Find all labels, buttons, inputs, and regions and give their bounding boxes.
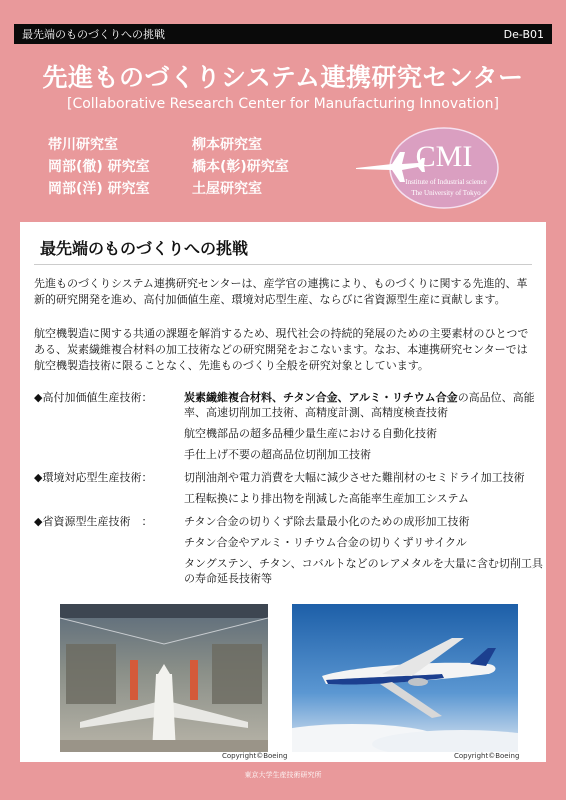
page-title: 先進ものづくりシステム連携研究センター — [42, 63, 524, 92]
section-divider — [34, 264, 532, 265]
footer-institution: 東京大学生産技術研究所 — [244, 771, 322, 779]
header-left-text: 最先端のものづくりへの挑戦 — [22, 28, 165, 41]
tech-item: チタン合金やアルミ・リチウム合金の切りくずリサイクル — [184, 536, 467, 549]
tech-item-bold: 炭素繊維複合材料、チタン合金、アルミ・リチウム合金 — [184, 391, 458, 404]
section-title: 最先端のものづくりへの挑戦 — [40, 239, 249, 258]
document-code: De-B01 — [503, 27, 544, 41]
lab-name: 帯川研究室 — [48, 137, 118, 153]
factory-photo — [60, 604, 268, 752]
logo-text: CMI — [415, 140, 473, 173]
tech-item: タングステン、チタン、コバルトなどのレアメタルを大量に含む切削工具の寿命延長技術等 — [184, 557, 543, 585]
lab-name: 土屋研究室 — [192, 181, 262, 197]
logo-line1: Institute of Industrial science — [405, 178, 487, 186]
tech-item: 切削油剤や電力消費を大幅に減少させた難削材のセミドライ加工技術 — [184, 471, 525, 484]
tech-item — [184, 390, 544, 420]
tech-category: ◆環境対応型生産技術： — [34, 471, 153, 484]
tech-item: チタン合金の切りくず除去量最小化のための成形加工技術 — [184, 515, 470, 528]
tech-item: 工程転換により排出物を削減した高能率生産加工システム — [184, 492, 469, 505]
detail-paragraph: 航空機製造に関する共通の課題を解消するため、現代社会の持続的発展のための主要素材のひとつである、炭素繊維複合材料の加工技術などの研究開発をおこないます。なお、本連携研究センターでは航空機製造技術に限ることなく、先進ものづくり全般を研究対象としています。 — [34, 327, 529, 372]
lab-name: 岡部(洋) 研究室 — [48, 181, 150, 197]
intro-paragraph: 先進ものづくりシステム連携研究センターは、産学官の連携により、ものづくりに関する先進的、革新的研究開発を進め、高付加価値生産、環境対応型生産、ならびに省資源型生産に貢献します。 — [34, 277, 528, 306]
header-bar — [14, 24, 552, 44]
airplane-photo — [292, 604, 518, 752]
tech-item-rest: の高品位、高能率、高速切削加工技術、高精度計測、高精度検査技術 — [184, 391, 535, 419]
tech-item: 手仕上げ不要の超高品位切削加工技術 — [184, 448, 371, 461]
labs-right — [192, 134, 289, 200]
cmi-logo — [352, 124, 502, 212]
logo-line2: The University of Tokyo — [411, 189, 481, 197]
copyright-note: Copyright©Boeing — [222, 752, 288, 760]
lab-name: 橋本(彰)研究室 — [192, 159, 289, 175]
labs-left — [48, 134, 150, 200]
lab-name: 柳本研究室 — [192, 137, 262, 153]
tech-item: 航空機部品の超多品種少量生産における自動化技術 — [184, 427, 437, 440]
copyright-note: Copyright©Boeing — [454, 752, 520, 760]
page-subtitle: [Collaborative Research Center for Manufacturing Innovation] — [66, 96, 500, 112]
tech-category: ◆高付加価値生産技術： — [34, 391, 153, 404]
content-panel — [20, 222, 546, 762]
tech-category: ◆省資源型生産技術 ： — [34, 515, 153, 528]
lab-name: 岡部(徹) 研究室 — [48, 159, 150, 175]
